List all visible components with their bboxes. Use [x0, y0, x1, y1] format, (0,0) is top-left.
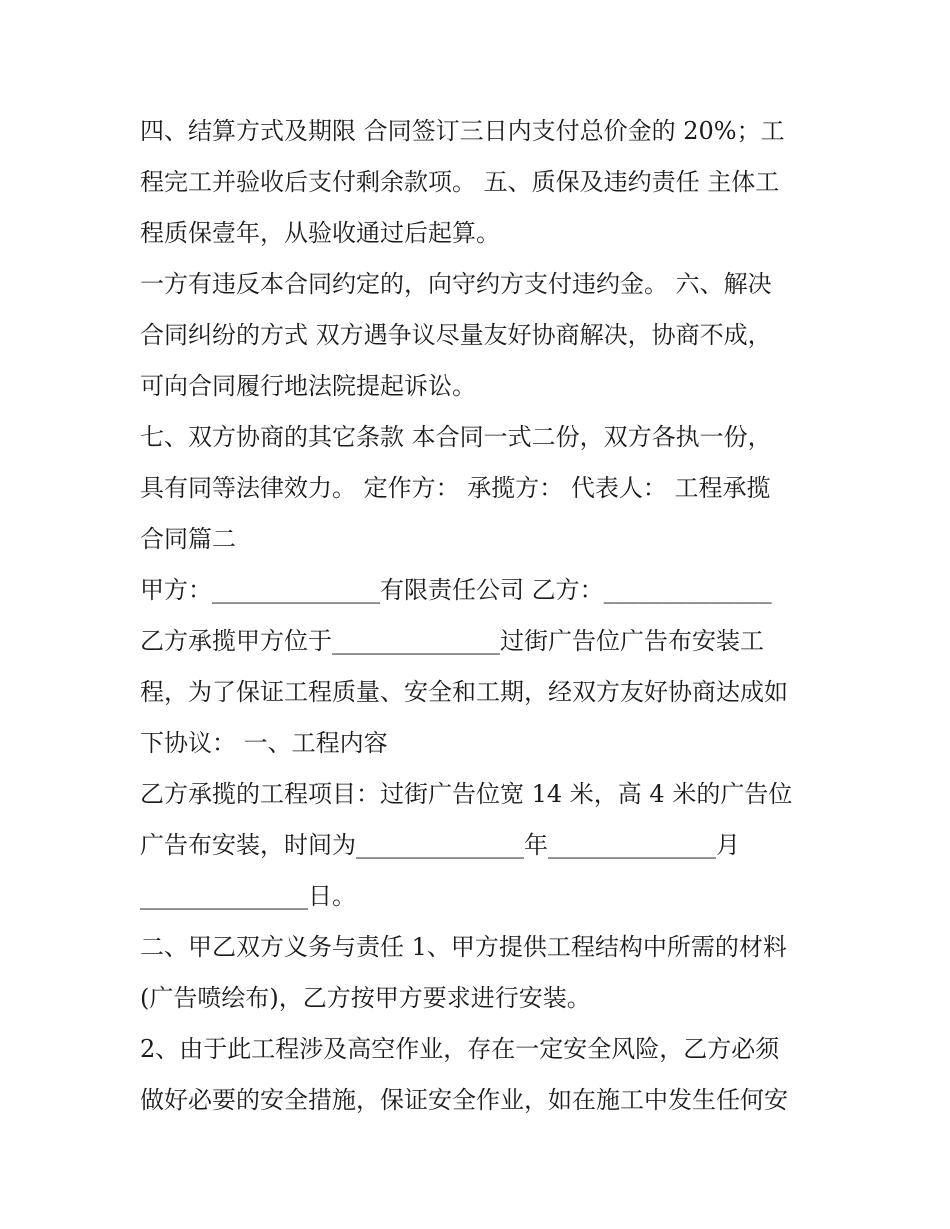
text-line: (广告喷绘布)，乙方按甲方要求进行安装。 [140, 984, 591, 1012]
text-line: 二、甲乙双方义务与责任 1、甲方提供工程结构中所需的材料 [140, 933, 787, 961]
text-line: 七、双方协商的其它条款 本合同一式二份，双方各执一份， [140, 423, 772, 451]
text-line: 具有同等法律效力。 定作方： 承揽方： 代表人： 工程承揽 [140, 474, 771, 502]
text-line: 合同纠纷的方式 双方遇争议尽量友好协商解决，协商不成， [140, 321, 772, 349]
text-line: 做好必要的安全措施，保证安全作业，如在施工中发生任何安 [140, 1086, 788, 1114]
text-line: 程质保壹年，从验收通过后起算。 [140, 219, 500, 247]
text-line: 2、由于此工程涉及高空作业，存在一定安全风险，乙方必须 [140, 1035, 780, 1063]
text-line: 下协议： 一、工程内容 [140, 729, 388, 757]
text-line: 程，为了保证工程质量、安全和工期，经双方友好协商达成如 [140, 678, 788, 706]
text-line: 程完工并验收后支付剩余款项。 五、质保及违约责任 主体工 [140, 168, 780, 196]
text-line: 甲方：______________有限责任公司 乙方：______________ [140, 576, 772, 604]
text-line: ______________日。 [140, 882, 356, 910]
text-line: 可向合同履行地法院提起诉讼。 [140, 372, 476, 400]
text-line: 乙方承揽甲方位于______________过街广告位广告布安装工 [140, 627, 764, 655]
text-line: 四、结算方式及期限 合同签订三日内支付总价金的 20%；工 [140, 117, 785, 145]
text-line: 广告布安装，时间为______________年______________月 [140, 831, 740, 859]
document-body [140, 106, 820, 1126]
text-line: 合同篇二 [140, 525, 236, 553]
text-line: 一方有违反本合同约定的，向守约方支付违约金。 六、解决 [140, 270, 772, 298]
text-line: 乙方承揽的工程项目：过街广告位宽 14 米，高 4 米的广告位 [140, 780, 793, 808]
